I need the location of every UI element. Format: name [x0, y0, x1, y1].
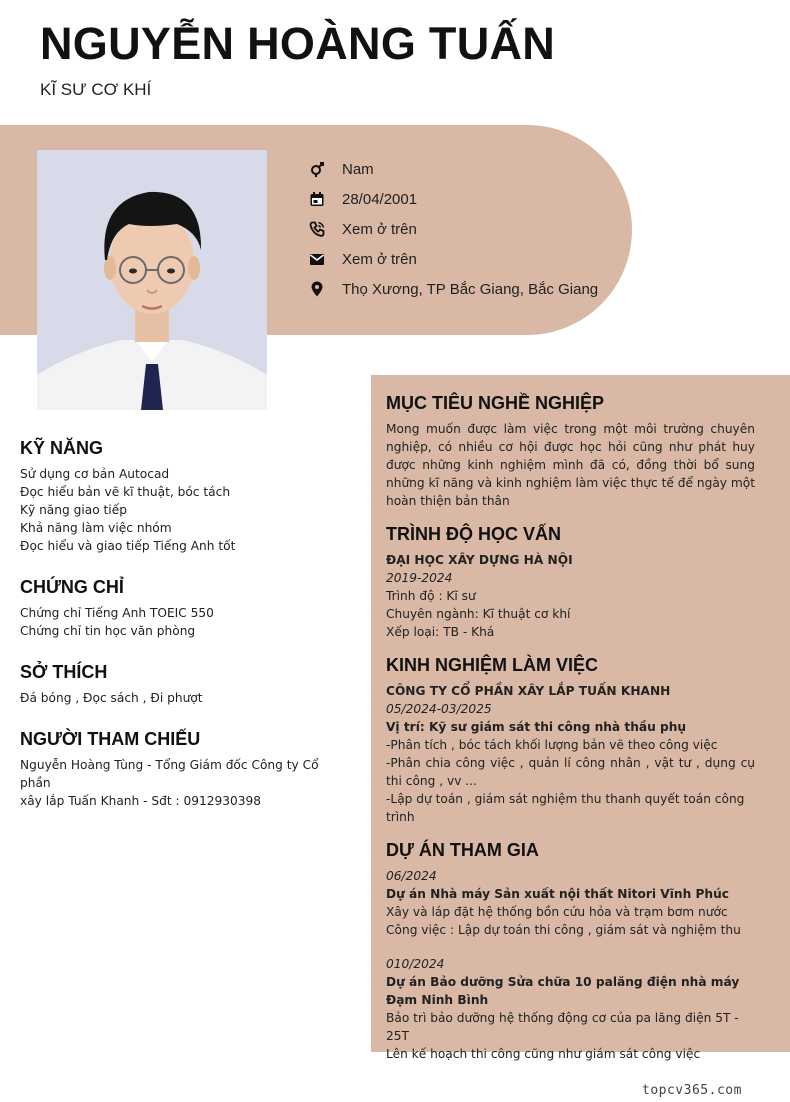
contact-text: Nam	[342, 160, 374, 178]
skills-section	[20, 438, 350, 555]
experience-period: 05/2024-03/2025	[386, 702, 492, 716]
section-heading: KINH NGHIỆM LÀM VIỆC	[386, 655, 599, 675]
objective-section	[386, 393, 755, 510]
education-period: 2019-2024	[386, 571, 453, 585]
section-heading: NGƯỜI THAM CHIẾU	[20, 729, 201, 749]
brand-watermark: topcv365.com	[642, 1083, 742, 1098]
reference-line: xây lắp Tuấn Khanh - Sđt : 0912930398	[20, 794, 262, 808]
skill-item: Kỹ năng giao tiếp	[20, 503, 127, 517]
project-detail: Xây và láp đặt hệ thống bồn cứu hỏa và trạm bơm nước	[386, 905, 728, 919]
phone-icon	[308, 220, 326, 238]
contact-list	[308, 154, 598, 304]
project-detail: Công việc : Lập dự toán thi công , giám sát và nghiệm thu	[386, 923, 741, 937]
project-detail: Lên kế hoạch thi công cũng như giám sát công việc	[386, 1047, 701, 1061]
project-item	[386, 955, 755, 1063]
project-date: 06/2024	[386, 869, 437, 883]
experience-detail: -Lập dự toán , giám sát nghiệm thu thanh quyết toán công trình	[386, 792, 745, 824]
project-detail: Bảo trì bảo dưỡng hệ thống động cơ của pa lăng điện 5T - 25T	[386, 1011, 739, 1043]
project-item	[386, 867, 755, 939]
references-section	[20, 729, 350, 810]
location-icon	[308, 280, 326, 298]
contact-phone	[308, 214, 598, 244]
skill-item: Khả năng làm việc nhóm	[20, 521, 172, 535]
skill-item: Đọc hiểu bản vẽ kĩ thuật, bóc tách	[20, 485, 231, 499]
experience-detail: -Phân tích , bóc tách khối lượng bản vẽ theo công việc	[386, 738, 718, 752]
hobbies-text: Đá bóng , Đọc sách , Đi phượt	[20, 691, 203, 705]
contact-birthday	[308, 184, 598, 214]
experience-section	[386, 655, 755, 826]
education-detail: Trình độ : Kĩ sư	[386, 589, 476, 603]
section-heading: SỞ THÍCH	[20, 662, 108, 682]
projects-section	[386, 840, 755, 1063]
project-name: Dự án Nhà máy Sản xuất nội thất Nitori Vĩnh Phúc	[386, 887, 729, 901]
contact-text: 28/04/2001	[342, 190, 418, 208]
project-date: 010/2024	[386, 957, 445, 971]
hobbies-section	[20, 662, 350, 707]
certificates-section	[20, 577, 350, 640]
email-icon	[308, 250, 326, 268]
contact-text: Xem ở trên	[342, 250, 417, 268]
certificate-item: Chứng chỉ tin học văn phòng	[20, 624, 196, 638]
section-heading: TRÌNH ĐỘ HỌC VẤN	[386, 524, 561, 544]
section-heading: DỰ ÁN THAM GIA	[386, 840, 539, 860]
right-panel	[371, 375, 790, 1061]
contact-address	[308, 274, 598, 304]
education-detail: Chuyên ngành: Kĩ thuật cơ khí	[386, 607, 571, 621]
position-title: Vị trí: Kỹ sư giám sát thi công nhà thầu phụ	[386, 720, 687, 734]
project-name: Dự án Bảo dưỡng Sửa chữa 10 palăng điện nhà máy Đạm Ninh Bình	[386, 975, 740, 1007]
contact-gender	[308, 154, 598, 184]
experience-detail: -Phân chia công việc , quản lí công nhân , vật tư , dụng cụ thi công , vv ...	[386, 756, 755, 788]
education-section	[386, 524, 755, 641]
reference-line: Nguyễn Hoàng Tùng - Tổng Giám đốc Công ty Cổ phần	[20, 758, 319, 790]
contact-email	[308, 244, 598, 274]
contact-text: Thọ Xương, TP Bắc Giang, Bắc Giang	[342, 280, 599, 298]
education-detail: Xếp loại: TB - Khá	[386, 625, 495, 639]
gender-icon	[308, 160, 326, 178]
job-title: KĨ SƯ CƠ KHÍ	[40, 80, 152, 99]
objective-text: Mong muốn được làm việc trong một môi trường chuyên nghiệp, có nhiều cơ hội được học hỏi cũng như phát huy được những kinh nghiệm mình đã có, đồng thời bổ sung những kĩ năng và kinh nghiệm làm việc thực tế để ngày một hoàn thiện bản thân	[386, 422, 755, 508]
section-heading: KỸ NĂNG	[20, 438, 104, 458]
left-column	[20, 438, 350, 832]
contact-text: Xem ở trên	[342, 220, 417, 238]
skill-item: Sử dụng cơ bản Autocad	[20, 467, 170, 481]
candidate-name: NGUYỄN HOÀNG TUẤN	[40, 18, 556, 69]
school-name: ĐẠI HỌC XÂY DỰNG HÀ NỘI	[386, 553, 573, 567]
section-heading: CHỨNG CHỈ	[20, 577, 124, 597]
section-heading: MỤC TIÊU NGHỀ NGHIỆP	[386, 393, 605, 413]
company-name: CÔNG TY CỔ PHẦN XÂY LẮP TUẤN KHANH	[386, 684, 671, 698]
calendar-icon	[308, 190, 326, 208]
skill-item: Đọc hiểu và giao tiếp Tiếng Anh tốt	[20, 539, 236, 553]
profile-photo	[37, 150, 267, 410]
certificate-item: Chứng chỉ Tiếng Anh TOEIC 550	[20, 606, 214, 620]
